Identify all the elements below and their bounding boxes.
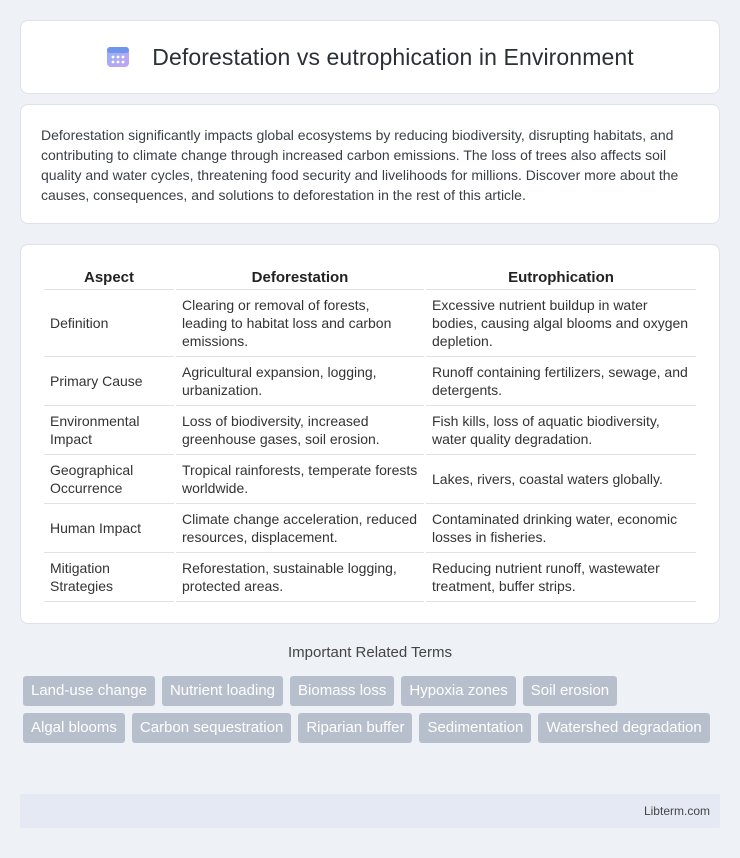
row-aspect: Primary Cause [44, 357, 174, 406]
row-deforestation: Agricultural expansion, logging, urbanization. [176, 357, 424, 406]
page-title: Deforestation vs eutrophication in Environment [152, 43, 634, 70]
row-deforestation: Reforestation, sustainable logging, protected areas. [176, 553, 424, 602]
header-eutrophication: Eutrophication [426, 265, 696, 290]
row-eutrophication: Lakes, rivers, coastal waters globally. [426, 455, 696, 504]
tag-biomass-loss[interactable]: Biomass loss [290, 676, 394, 706]
table-row [44, 357, 696, 406]
row-eutrophication: Runoff containing fertilizers, sewage, and detergents. [426, 357, 696, 406]
intro-text: Deforestation significantly impacts global ecosystems by reducing biodiversity, disrupting habitats, and contributing to climate change through increased carbon emissions. The loss of trees also affects soil quality and water cycles, threatening food security and livelihoods for millions. Discover more about the causes, consequences, and solutions to deforestation in the rest of this article. [41, 127, 679, 203]
footer [20, 794, 720, 828]
row-deforestation: Tropical rainforests, temperate forests worldwide. [176, 455, 424, 504]
tag-nutrient-loading[interactable]: Nutrient loading [162, 676, 283, 706]
intro-card [20, 104, 720, 224]
row-eutrophication: Contaminated drinking water, economic losses in fisheries. [426, 504, 696, 553]
row-deforestation: Climate change acceleration, reduced resources, displacement. [176, 504, 424, 553]
row-aspect: Human Impact [44, 504, 174, 553]
table-row [44, 455, 696, 504]
table-row [44, 406, 696, 455]
row-deforestation: Clearing or removal of forests, leading to habitat loss and carbon emissions. [176, 290, 424, 357]
tag-hypoxia-zones[interactable]: Hypoxia zones [401, 676, 515, 706]
comparison-table-card [20, 244, 720, 624]
calendar-grid-icon [106, 45, 130, 69]
table-row [44, 290, 696, 357]
related-terms-tags [23, 676, 723, 750]
header-deforestation: Deforestation [176, 265, 424, 290]
footer-brand[interactable]: Libterm.com [643, 804, 710, 818]
tag-land-use-change[interactable]: Land-use change [23, 676, 155, 706]
row-eutrophication: Fish kills, loss of aquatic biodiversity, water quality degradation. [426, 406, 696, 455]
table-row [44, 504, 696, 553]
tag-carbon-sequestration[interactable]: Carbon sequestration [132, 713, 291, 743]
comparison-table [42, 265, 698, 602]
table-row [44, 553, 696, 602]
table-header-row [44, 265, 696, 290]
title-card [20, 20, 720, 94]
tag-sedimentation[interactable]: Sedimentation [419, 713, 531, 743]
tag-algal-blooms[interactable]: Algal blooms [23, 713, 125, 743]
row-aspect: Definition [44, 290, 174, 357]
row-aspect: Geographical Occurrence [44, 455, 174, 504]
tag-riparian-buffer[interactable]: Riparian buffer [298, 713, 412, 743]
header-aspect: Aspect [44, 265, 174, 290]
tag-watershed-degradation[interactable]: Watershed degradation [538, 713, 709, 743]
tag-soil-erosion[interactable]: Soil erosion [523, 676, 617, 706]
related-terms-heading: Important Related Terms [288, 644, 452, 661]
related-terms-section [20, 644, 720, 661]
row-aspect: Environmental Impact [44, 406, 174, 455]
row-deforestation: Loss of biodiversity, increased greenhouse gases, soil erosion. [176, 406, 424, 455]
row-eutrophication: Reducing nutrient runoff, wastewater treatment, buffer strips. [426, 553, 696, 602]
row-eutrophication: Excessive nutrient buildup in water bodies, causing algal blooms and oxygen depletion. [426, 290, 696, 357]
row-aspect: Mitigation Strategies [44, 553, 174, 602]
